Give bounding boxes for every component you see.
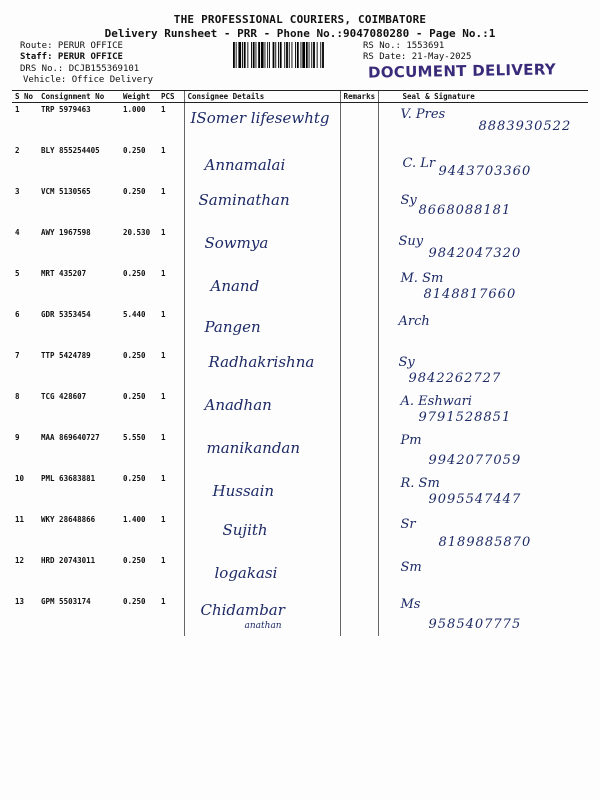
row-pcs: 1: [161, 187, 166, 196]
row-consignee-cell: [184, 349, 340, 390]
consignee-name-handwritten: Anand: [210, 277, 260, 295]
table-row: [12, 185, 588, 226]
row-pcs: 1: [161, 597, 166, 606]
document-delivery-stamp: DOCUMENT DELIVERY: [367, 60, 557, 82]
row-consignment-no: GDR 5353454: [41, 310, 91, 319]
row-signature-cell: [378, 185, 588, 226]
header-consignee: Consignee Details: [184, 91, 340, 103]
rs-date: RS Date: 21-May-2025: [363, 52, 472, 62]
row-sno: 8: [15, 392, 20, 401]
phone-handwritten: 9842047320: [428, 246, 522, 261]
route-text: Route: PERUR OFFICE: [20, 41, 123, 51]
signature-handwritten: R. Sm: [400, 476, 440, 491]
row-remarks: [340, 103, 378, 145]
row-signature-cell: [378, 308, 588, 349]
table-body: [12, 103, 588, 637]
row-signature-cell: [378, 595, 588, 636]
row-consignment-no: VCM 5130565: [41, 187, 91, 196]
row-consignee-cell: [184, 390, 340, 431]
phone-handwritten: 8668088181: [418, 203, 512, 218]
signature-handwritten: A. Eshwari: [400, 394, 472, 409]
staff-text: Staff: PERUR OFFICE: [20, 52, 123, 62]
row-weight: 0.250: [123, 392, 146, 401]
consignee-name-handwritten: Hussain: [212, 482, 275, 500]
table-row: [12, 554, 588, 595]
row-remarks: [340, 554, 378, 595]
row-signature-cell: [378, 472, 588, 513]
row-signature-cell: [378, 226, 588, 267]
row-consignee-cell: [184, 185, 340, 226]
consignee-name-handwritten: Radhakrishna: [208, 353, 315, 371]
row-sno: 4: [15, 228, 20, 237]
row-weight: 0.250: [123, 269, 146, 278]
row-pcs: 1: [161, 474, 166, 483]
header-pcs: PCS: [158, 91, 184, 103]
phone-handwritten: 8883930522: [478, 119, 572, 134]
table-row: [12, 103, 588, 145]
row-consignee-cell: [184, 554, 340, 595]
row-signature-cell: [378, 144, 588, 185]
row-remarks: [340, 349, 378, 390]
row-consignee-cell: [184, 513, 340, 554]
phone-handwritten: 9791528851: [418, 410, 512, 425]
row-consignment-no: TCG 428607: [41, 392, 87, 401]
consignee-name-handwritten: Annamalai: [204, 156, 286, 174]
row-sno: 7: [15, 351, 20, 360]
row-remarks: [340, 308, 378, 349]
row-consignment-no: HRD 20743011: [41, 556, 96, 565]
row-pcs: 1: [161, 351, 166, 360]
runsheet-table: [12, 90, 588, 636]
row-pcs: 1: [161, 105, 166, 114]
company-title: THE PROFESSIONAL COURIERS, COIMBATORE: [173, 13, 427, 26]
row-consignee-cell: [184, 308, 340, 349]
barcode: [232, 42, 357, 68]
row-consignee-cell: [184, 472, 340, 513]
consignee-name-handwritten: ISomer lifesewhtg: [190, 109, 330, 127]
signature-handwritten: C. Lr: [402, 156, 436, 171]
row-remarks: [340, 226, 378, 267]
row-consignee-cell: [184, 226, 340, 267]
header-sno: S No: [12, 91, 38, 103]
row-weight: 1.400: [123, 515, 146, 524]
signature-handwritten: Ms: [400, 597, 421, 612]
signature-handwritten: Suy: [398, 234, 424, 249]
signature-handwritten: Arch: [398, 314, 430, 329]
row-signature-cell: [378, 554, 588, 595]
consignee-name-handwritten: logakasi: [214, 564, 278, 582]
row-weight: 5.550: [123, 433, 146, 442]
phone-handwritten: 9443703360: [438, 164, 532, 179]
consignee-name-handwritten: Pangen: [204, 318, 261, 336]
row-consignee-cell: [184, 431, 340, 472]
row-remarks: [340, 390, 378, 431]
row-sno: 5: [15, 269, 20, 278]
runsheet-subtitle: Delivery Runsheet - PRR - Phone No.:9047080280 - Page No.:1: [104, 27, 496, 40]
signature-handwritten: Sy: [400, 193, 417, 208]
table-row: [12, 513, 588, 554]
header-weight: Weight: [120, 91, 158, 103]
row-consignment-no: WKY 28648866: [41, 515, 96, 524]
row-weight: 5.440: [123, 310, 146, 319]
phone-handwritten: 8189885870: [438, 535, 532, 550]
header-consignment: Consignment No: [38, 91, 120, 103]
row-consignment-no: BLY 855254405: [41, 146, 100, 155]
row-pcs: 1: [161, 433, 166, 442]
signature-handwritten: Sm: [400, 560, 422, 575]
signature-handwritten: Sr: [400, 517, 416, 532]
phone-handwritten: 9942077059: [428, 453, 522, 468]
consignee-name-handwritten: Sujith: [222, 521, 268, 539]
signature-handwritten: M. Sm: [400, 271, 444, 286]
row-pcs: 1: [161, 269, 166, 278]
consignee-name-handwritten: Sowmya: [204, 234, 269, 252]
consignee-name-handwritten: Anadhan: [204, 396, 272, 414]
row-signature-cell: [378, 390, 588, 431]
row-weight: 0.250: [123, 146, 146, 155]
row-pcs: 1: [161, 310, 166, 319]
row-signature-cell: [378, 267, 588, 308]
row-sno: 1: [15, 105, 20, 114]
table-row: [12, 349, 588, 390]
row-remarks: [340, 185, 378, 226]
header-signature: Seal & Signature: [378, 91, 588, 103]
row-remarks: [340, 267, 378, 308]
drs-number: DRS No.: DCJB155369101: [20, 64, 140, 74]
consignee-name-handwritten: manikandan: [206, 439, 301, 457]
rs-number: RS No.: 1553691: [363, 41, 445, 51]
row-consignment-no: MRT 435207: [41, 269, 87, 278]
row-consignment-no: TRP 5979463: [41, 105, 91, 114]
row-sno: 9: [15, 433, 20, 442]
row-remarks: [340, 431, 378, 472]
row-consignment-no: TTP 5424789: [41, 351, 91, 360]
vehicle-text: Vehicle: Office Delivery: [23, 75, 154, 85]
signature-handwritten: V. Pres: [400, 107, 446, 122]
row-signature-cell: [378, 431, 588, 472]
row-weight: 0.250: [123, 474, 146, 483]
phone-handwritten: 9095547447: [428, 492, 522, 507]
row-consignee-cell: [184, 267, 340, 308]
row-sno: 12: [15, 556, 25, 565]
signature-handwritten: Sy: [398, 355, 415, 370]
row-pcs: 1: [161, 556, 166, 565]
table-row: [12, 472, 588, 513]
row-sno: 13: [15, 597, 25, 606]
row-pcs: 1: [161, 228, 166, 237]
row-weight: 20.530: [123, 228, 151, 237]
row-consignee-cell: [184, 144, 340, 185]
table-row: [12, 226, 588, 267]
row-remarks: [340, 472, 378, 513]
row-consignee-cell: [184, 103, 340, 145]
row-consignment-no: MAA 869640727: [41, 433, 100, 442]
row-sno: 6: [15, 310, 20, 319]
row-weight: 0.250: [123, 556, 146, 565]
row-remarks: [340, 595, 378, 636]
row-sno: 3: [15, 187, 20, 196]
row-weight: 0.250: [123, 187, 146, 196]
row-weight: 0.250: [123, 597, 146, 606]
table-row: [12, 431, 588, 472]
row-sno: 10: [15, 474, 25, 483]
table-row: [12, 390, 588, 431]
phone-handwritten: 8148817660: [423, 287, 517, 302]
row-sno: 11: [15, 515, 25, 524]
row-weight: 1.000: [123, 105, 146, 114]
row-pcs: 1: [161, 146, 166, 155]
row-pcs: 1: [161, 515, 166, 524]
row-remarks: [340, 144, 378, 185]
consignee-name-continued: anathan: [244, 621, 282, 631]
table-row: [12, 144, 588, 185]
header-remarks: Remarks: [340, 91, 378, 103]
row-signature-cell: [378, 349, 588, 390]
row-remarks: [340, 513, 378, 554]
row-signature-cell: [378, 513, 588, 554]
phone-handwritten: 9842262727: [408, 371, 502, 386]
row-pcs: 1: [161, 392, 166, 401]
row-sno: 2: [15, 146, 20, 155]
row-consignee-cell: [184, 595, 340, 636]
row-consignment-no: PML 63683881: [41, 474, 96, 483]
phone-handwritten: 9585407775: [428, 617, 522, 632]
consignee-name-handwritten: Saminathan: [198, 191, 290, 209]
table-row: [12, 595, 588, 636]
table-row: [12, 308, 588, 349]
row-consignment-no: GPM 5503174: [41, 597, 91, 606]
table-header-row: [12, 91, 588, 103]
signature-handwritten: Pm: [400, 433, 422, 448]
row-signature-cell: [378, 103, 588, 145]
row-consignment-no: AWY 1967598: [41, 228, 91, 237]
consignee-name-handwritten: Chidambar: [200, 601, 285, 619]
row-weight: 0.250: [123, 351, 146, 360]
table-row: [12, 267, 588, 308]
